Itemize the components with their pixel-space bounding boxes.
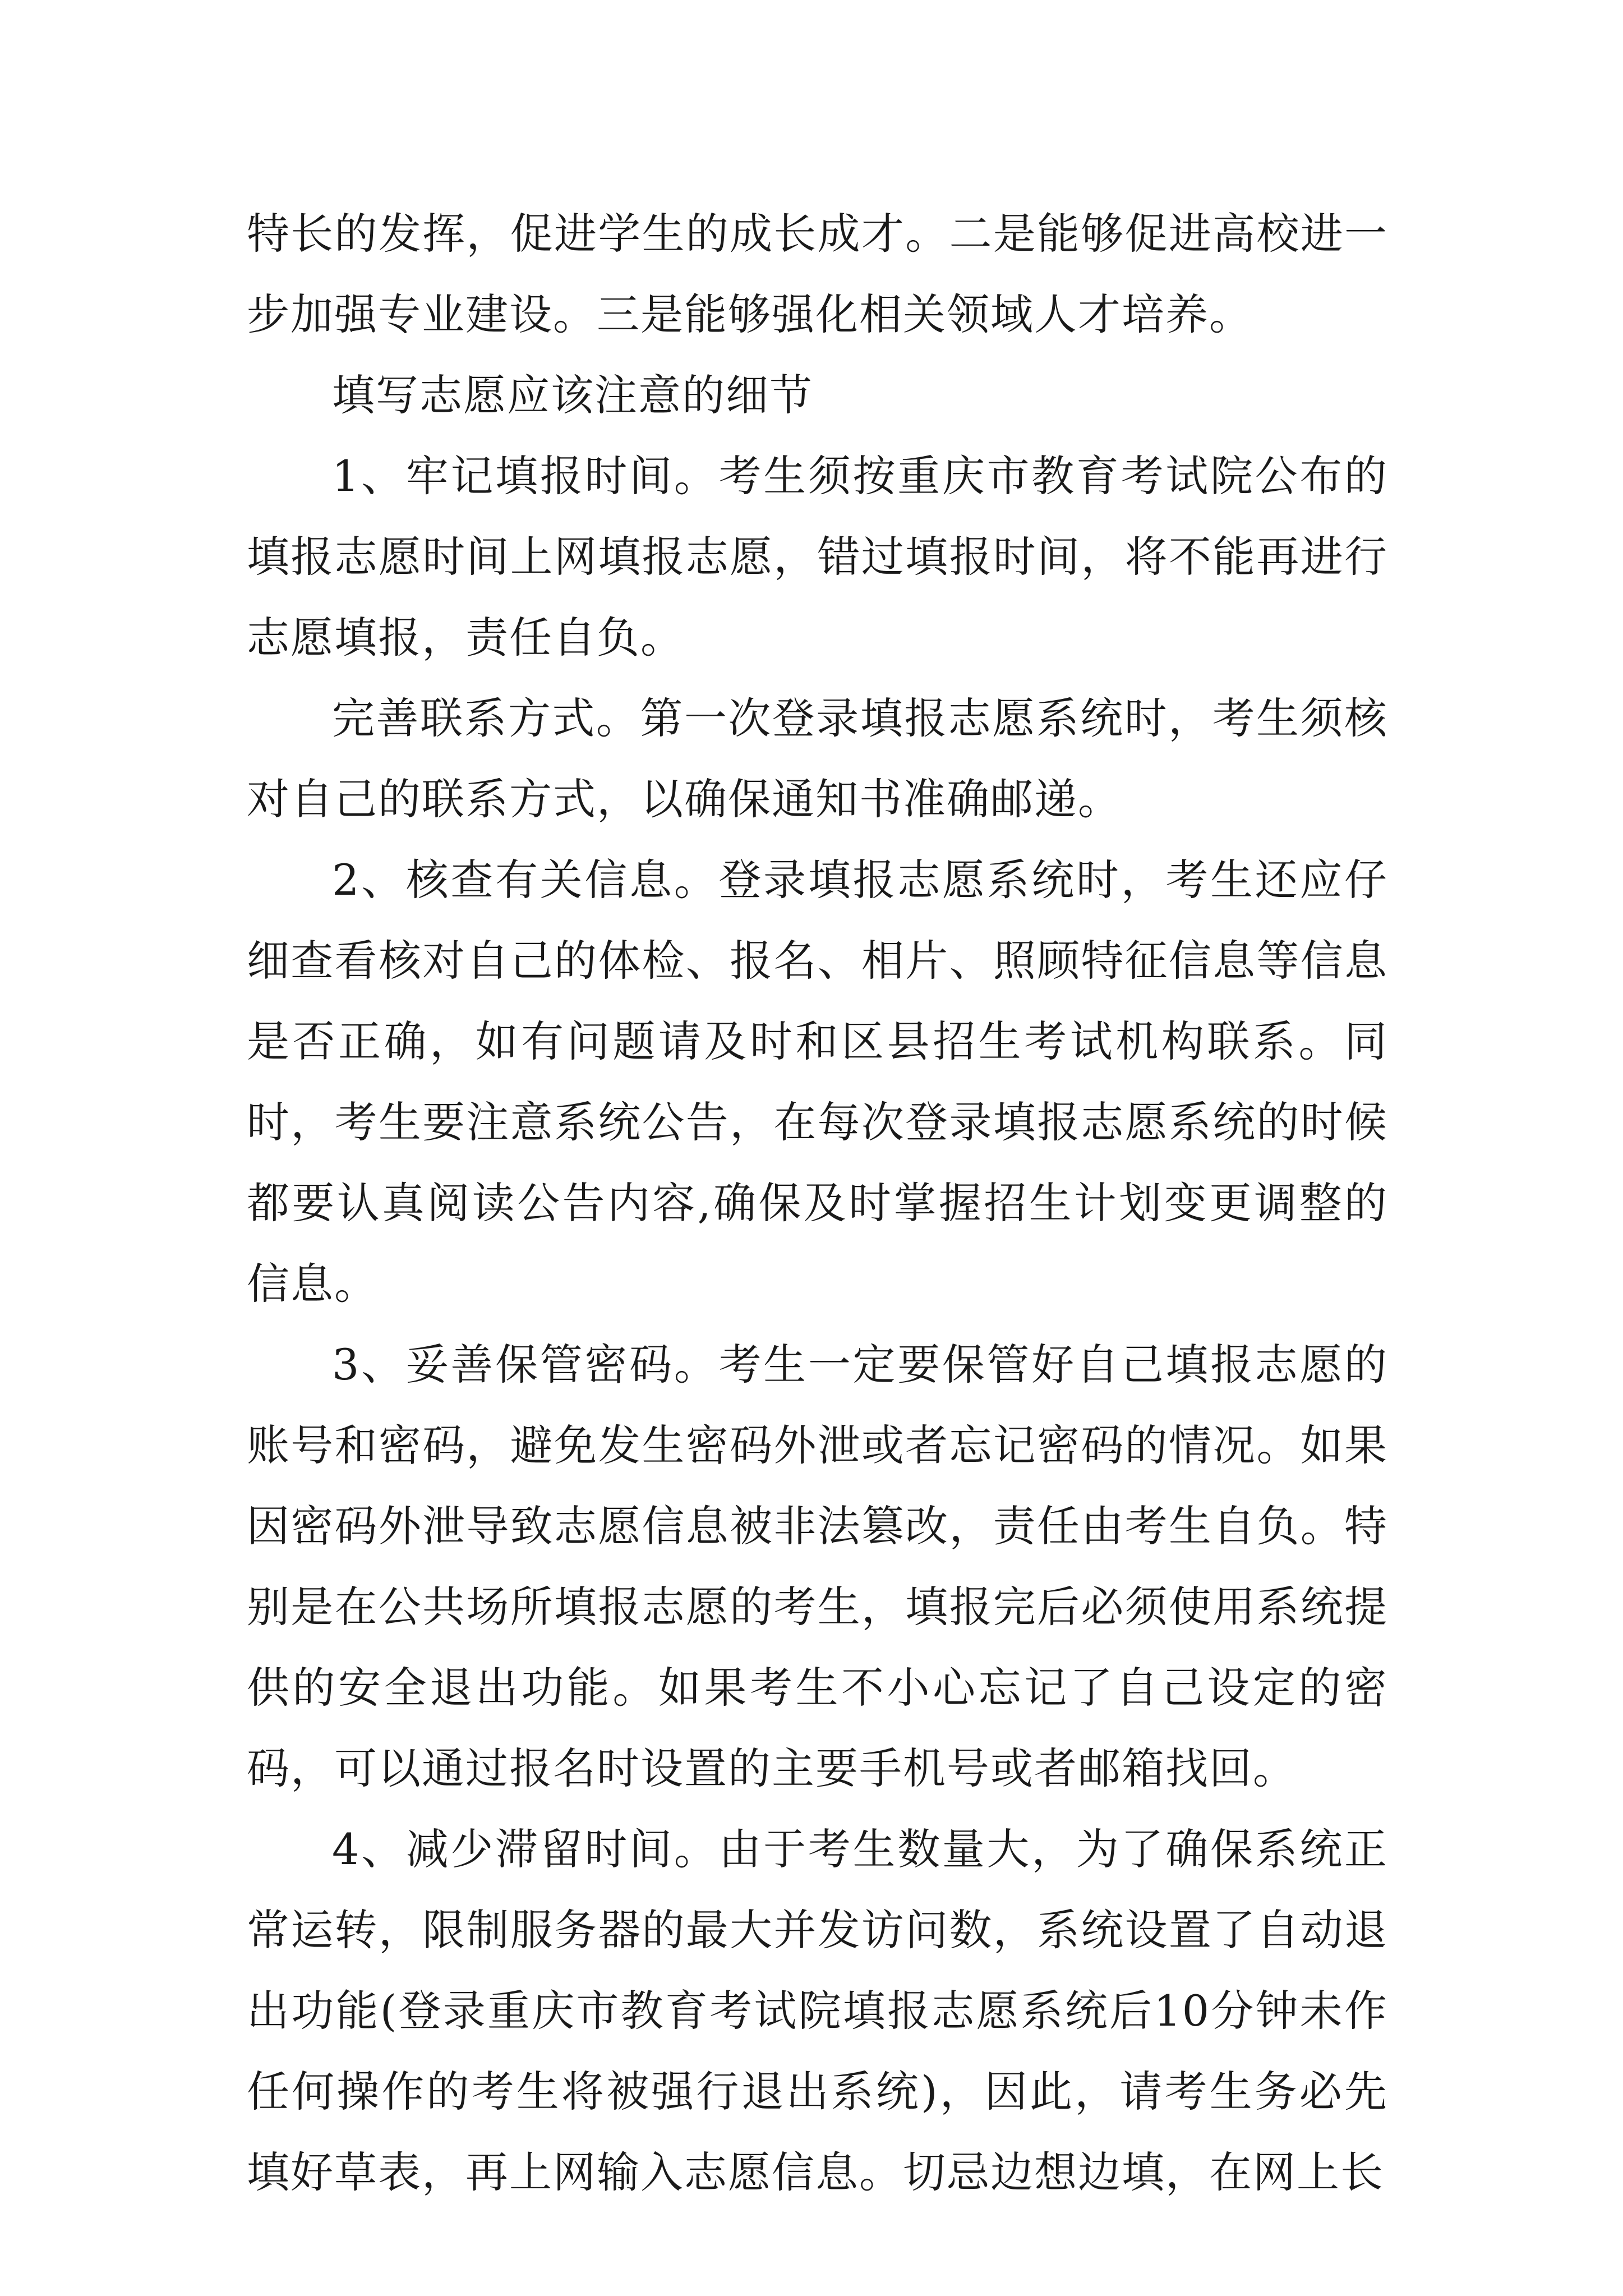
paragraph-4: 2、核查有关信息。登录填报志愿系统时，考生还应仔细查看核对自己的体检、报名、相片、照顾特征信息等信息是否正确，如有问题请及时和区县招生考试机构联系。同时，考生要注意系统公告，在每次登录填报志愿系统的时候都要认真阅读公告内容,确保及时掌握招生计划变更调整的信息。 [247,855,1388,1309]
document-body [247,194,1388,2213]
paragraph-2: 1、牢记填报时间。考生须按重庆市教育考试院公布的填报志愿时间上网填报志愿，错过填报时间，将不能再进行志愿填报，责任自负。 [247,451,1388,662]
paragraph-6: 4、减少滞留时间。由于考生数量大，为了确保系统正常运转，限制服务器的最大并发访问数，系统设置了自动退出功能(登录重庆市教育考试院填报志愿系统后10分钟未作任何操作的考生将被强行退出系统)，因此，请考生务必先填好草表，再上网输入志愿信息。切忌边想边填，在网上长 [247,1824,1388,2197]
paragraph-5: 3、妥善保管密码。考生一定要保管好自己填报志愿的账号和密码，避免发生密码外泄或者忘记密码的情况。如果因密码外泄导致志愿信息被非法篡改，责任由考生自负。特别是在公共场所填报志愿的考生，填报完后必须使用系统提供的安全退出功能。如果考生不小心忘记了自己设定的密码，可以通过报名时设置的主要手机号或者邮箱找回。 [247,1340,1388,1793]
paragraph-1: 特长的发挥，促进学生的成长成才。二是能够促进高校进一步加强专业建设。三是能够强化相关领域人才培养。 [247,209,1388,339]
section-heading: 填写志愿应该注意的细节 [332,370,813,420]
paragraph-3: 完善联系方式。第一次登录填报志愿系统时，考生须核对自己的联系方式，以确保通知书准确邮递。 [247,693,1388,824]
